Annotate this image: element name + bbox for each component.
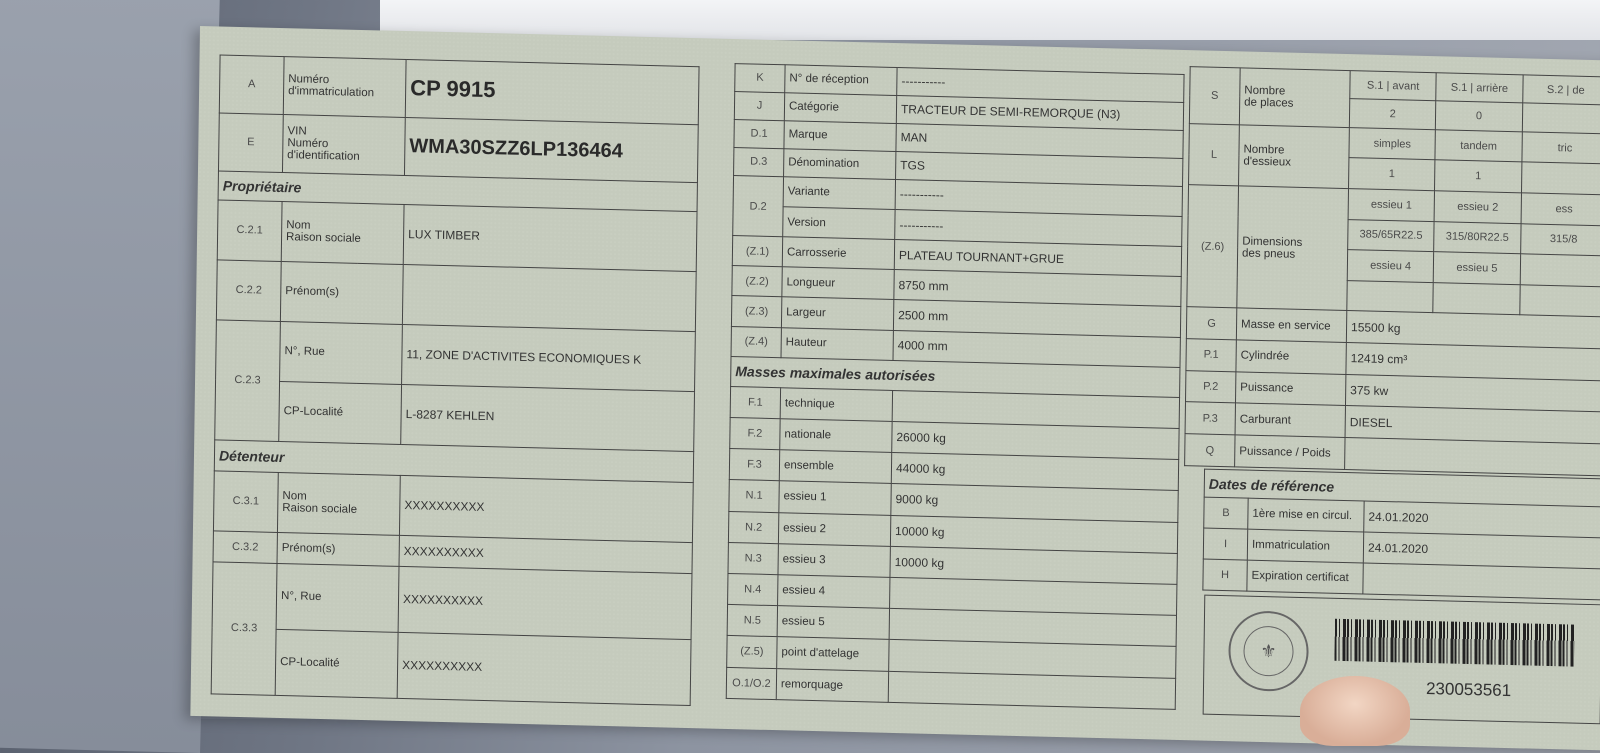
field-code: D.3 [734, 147, 784, 176]
field-value: 4000 mm [893, 330, 1180, 367]
owner-heading: Propriétaire [218, 171, 697, 212]
field-value [888, 671, 1175, 709]
field-label: ensemble [779, 450, 891, 484]
owner-city: L-8287 KEHLEN [401, 384, 695, 451]
field-code: E [218, 113, 283, 172]
owner-section [211, 54, 700, 706]
field-code: D.2 [733, 175, 784, 236]
tyre-axle-head: essieu 4 [1347, 250, 1434, 283]
background-paper [0, 0, 220, 753]
field-label: Largeur [781, 297, 893, 330]
seats-col-head: S.1 | avant [1350, 71, 1437, 102]
field-label: Carrosserie [782, 237, 894, 270]
vin-number: WMA30SZZ6LP136464 [404, 117, 698, 182]
seats-value: 2 [1349, 99, 1436, 130]
holder-firstname-label: Prénom(s) [277, 532, 399, 566]
field-label: Puissance [1235, 372, 1345, 406]
field-value: 10000 kg [890, 546, 1177, 584]
field-code: C.2.2 [216, 260, 281, 322]
tyres-label: Dimensions des pneus [1237, 186, 1349, 311]
field-code: C.2.3 [215, 320, 281, 441]
axles-label: Nombre d'essieux [1239, 125, 1350, 189]
axles-col-head: tandem [1435, 130, 1522, 163]
holder-name: XXXXXXXXXX [399, 475, 693, 542]
owner-street: 11, ZONE D'ACTIVITES ECONOMIQUES K [402, 324, 696, 391]
field-value: MAN [896, 123, 1183, 158]
field-value: DIESEL [1345, 406, 1600, 444]
owner-name-label: Nom Raison sociale [281, 201, 404, 264]
field-label: point d'attelage [777, 637, 889, 671]
axles-col-head: tric [1522, 132, 1600, 165]
tyre-size [1433, 282, 1520, 315]
field-code: (Z.2) [732, 266, 782, 297]
field-value: 2500 mm [893, 300, 1180, 337]
official-seal-icon: ⚜ [1228, 610, 1309, 692]
barcode [1334, 619, 1575, 667]
field-code: J [734, 92, 784, 121]
field-value: 15500 kg [1346, 311, 1600, 349]
field-code: O.1/O.2 [726, 667, 776, 700]
field-code: C.3.1 [213, 471, 278, 533]
field-value: ----------- [895, 210, 1182, 247]
field-label: Masse en service [1236, 308, 1346, 342]
field-label: Variante [783, 177, 895, 210]
field-code: F.3 [729, 449, 779, 481]
registration-number: CP 9915 [405, 60, 699, 125]
holder-street-label: N°, Rue [276, 563, 399, 632]
field-value: 375 kw [1345, 374, 1600, 412]
field-value: 8750 mm [894, 270, 1181, 307]
field-code: N.4 [728, 573, 778, 605]
field-label: N° de réception [785, 65, 897, 96]
registration-certificate [190, 26, 1600, 751]
seats-value [1522, 103, 1600, 134]
technical-section [1184, 66, 1600, 476]
field-label: Marque [784, 121, 896, 152]
tyre-size: 315/8 [1520, 223, 1600, 256]
registration-number-label: Numéro d'immatriculation [283, 57, 406, 118]
tyre-axle-head: essieu 1 [1348, 189, 1435, 222]
field-code: P.3 [1185, 402, 1235, 435]
field-value [1345, 438, 1600, 476]
field-value: TGS [896, 151, 1183, 186]
field-code: L [1189, 124, 1240, 186]
field-value: TRACTEUR DE SEMI-REMORQUE (N3) [896, 95, 1183, 130]
field-label: Expiration certificat [1247, 560, 1363, 594]
field-code: (Z.1) [732, 236, 782, 267]
field-code: (Z.4) [731, 326, 781, 357]
tyre-axle-head [1520, 254, 1600, 287]
field-code: Q [1185, 434, 1235, 467]
field-label: 1ère mise en circul. [1248, 498, 1364, 532]
holder-street: XXXXXXXXXX [398, 566, 692, 639]
field-value: 24.01.2020 [1363, 532, 1600, 569]
thumb [1300, 676, 1410, 746]
field-code: C.3.3 [211, 561, 277, 695]
holder-city-label: CP-Localité [275, 629, 398, 698]
axles-value: 1 [1349, 158, 1436, 191]
owner-street-label: N°, Rue [280, 321, 403, 384]
owner-name: LUX TIMBER [403, 204, 697, 271]
field-label: Immatriculation [1247, 529, 1363, 563]
vin-label: VIN Numéro d'identification [282, 114, 405, 175]
field-code: (Z.3) [731, 296, 781, 327]
tyre-axle-head: essieu 5 [1434, 252, 1521, 285]
axles-col-head: simples [1349, 127, 1436, 160]
field-label: Version [783, 207, 895, 240]
field-code: C.2.1 [217, 200, 282, 262]
tyre-size [1347, 280, 1434, 313]
holder-firstname: XXXXXXXXXX [399, 535, 692, 573]
seats-col-head: S.1 | arrière [1436, 73, 1523, 104]
field-value: 9000 kg [891, 484, 1178, 522]
seats-label: Nombre de places [1239, 68, 1350, 128]
field-value [1363, 563, 1600, 600]
max-mass-heading: Masses maximales autorisées [731, 356, 1180, 397]
field-code: D.1 [734, 120, 784, 149]
barcode-number: 230053561 [1425, 679, 1512, 701]
reference-dates-heading: Dates de référence [1204, 469, 1600, 507]
field-code: I [1203, 528, 1247, 560]
axles-value: 1 [1435, 160, 1522, 193]
field-code: C.3.2 [213, 530, 277, 563]
field-label: Longueur [782, 267, 894, 300]
field-label: nationale [780, 419, 892, 453]
field-code: N.3 [728, 542, 778, 574]
field-label: essieu 3 [778, 543, 890, 577]
field-code: F.2 [730, 417, 780, 449]
field-code: P.1 [1186, 339, 1236, 372]
owner-firstname-label: Prénom(s) [280, 261, 403, 324]
seats-value: 0 [1436, 101, 1523, 132]
seats-col-head: S.2 | de [1522, 75, 1600, 106]
field-value: 10000 kg [890, 515, 1177, 553]
vehicle-section [726, 63, 1185, 710]
field-code: N.2 [728, 511, 778, 543]
field-code: G [1186, 307, 1236, 340]
field-code: (Z.5) [727, 636, 777, 668]
field-label: Hauteur [781, 327, 893, 360]
field-label: essieu 4 [778, 575, 890, 609]
field-code: B [1204, 497, 1248, 529]
reference-dates-section [1202, 469, 1600, 601]
tyre-size: 315/80R22.5 [1434, 221, 1521, 254]
field-value: 44000 kg [891, 453, 1178, 491]
owner-city-label: CP-Localité [279, 381, 402, 444]
field-value: 24.01.2020 [1364, 501, 1600, 538]
field-code: H [1203, 559, 1247, 591]
field-value: 26000 kg [892, 421, 1179, 459]
field-code: N.1 [729, 480, 779, 512]
field-code: A [219, 55, 284, 114]
field-label: Carburant [1235, 403, 1345, 437]
field-value: PLATEAU TOURNANT+GRUE [894, 240, 1181, 277]
tyre-size: 385/65R22.5 [1348, 219, 1435, 252]
field-label: Catégorie [784, 93, 896, 124]
tyre-axle-head: essieu 2 [1434, 191, 1521, 224]
field-label: essieu 5 [777, 606, 889, 640]
field-label: remorquage [776, 668, 888, 702]
field-code: N.5 [727, 605, 777, 637]
field-label: technique [780, 387, 892, 421]
field-code: K [735, 64, 785, 93]
field-label: essieu 1 [779, 481, 891, 515]
tyre-size [1519, 285, 1600, 318]
field-label: Dénomination [784, 149, 896, 180]
field-value: ----------- [895, 179, 1182, 216]
field-label: Cylindrée [1236, 340, 1346, 374]
field-label: essieu 2 [778, 512, 890, 546]
field-code: (Z.6) [1187, 185, 1239, 309]
field-code: F.1 [730, 386, 780, 418]
field-code: S [1189, 67, 1240, 125]
holder-name-label: Nom Raison sociale [277, 472, 400, 535]
field-code: P.2 [1185, 370, 1235, 403]
axles-value [1521, 162, 1600, 195]
field-value: 12419 cm³ [1346, 343, 1600, 381]
holder-city: XXXXXXXXXX [397, 632, 691, 705]
field-value: ----------- [897, 68, 1184, 103]
owner-firstname [402, 264, 696, 331]
tyre-axle-head: ess [1521, 193, 1600, 226]
field-label: Puissance / Poids [1235, 435, 1345, 470]
holder-heading: Détenteur [214, 439, 693, 482]
